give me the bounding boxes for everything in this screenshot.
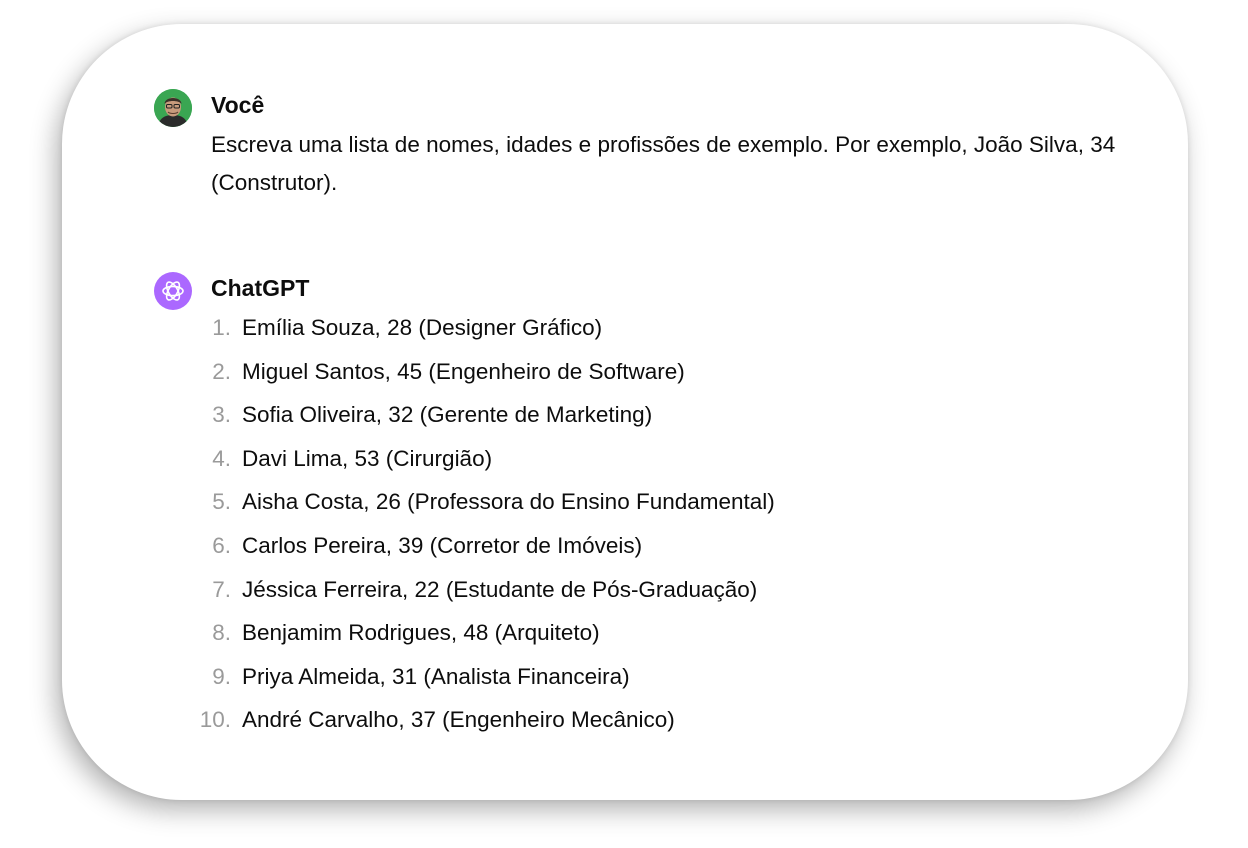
user-message-text: Escreva uma lista de nomes, idades e profissões de exemplo. Por exemplo, João Silva, 34 (Construtor).	[211, 132, 1116, 195]
assistant-author-name: ChatGPT	[211, 275, 310, 301]
list-item-text: Jéssica Ferreira, 22 (Estudante de Pós-Graduação)	[242, 576, 758, 602]
user-author-name: Você	[211, 92, 265, 118]
list-item-number: 6.	[212, 532, 231, 558]
list-item-number: 3.	[212, 402, 231, 428]
list-item-text: Miguel Santos, 45 (Engenheiro de Software)	[242, 358, 685, 384]
user-avatar	[154, 89, 192, 127]
openai-logo-icon	[160, 278, 186, 304]
list-item-text: Aisha Costa, 26 (Professora do Ensino Fundamental)	[242, 489, 775, 515]
list-item-number: 9.	[212, 663, 231, 689]
user-avatar-photo-icon	[154, 89, 192, 127]
list-item-number: 7.	[212, 576, 231, 602]
assistant-avatar	[154, 272, 192, 310]
list-item-text: Priya Almeida, 31 (Analista Financeira)	[242, 663, 630, 689]
list-item-text: Davi Lima, 53 (Cirurgião)	[242, 445, 493, 471]
list-item-number: 10.	[199, 707, 231, 733]
list-item-number: 4.	[212, 445, 231, 471]
list-item-number: 8.	[212, 620, 231, 646]
list-item-number: 1.	[212, 315, 231, 340]
list-item-text: Sofia Oliveira, 32 (Gerente de Marketing)	[242, 402, 653, 428]
list-item-text: Benjamim Rodrigues, 48 (Arquiteto)	[242, 620, 600, 646]
list-item-text: André Carvalho, 37 (Engenheiro Mecânico)	[242, 707, 675, 733]
list-item-text: Emília Souza, 28 (Designer Gráfico)	[242, 315, 603, 340]
list-item-text: Carlos Pereira, 39 (Corretor de Imóveis)	[242, 532, 643, 558]
list-item-number: 2.	[212, 358, 231, 384]
list-item-number: 5.	[212, 489, 231, 515]
